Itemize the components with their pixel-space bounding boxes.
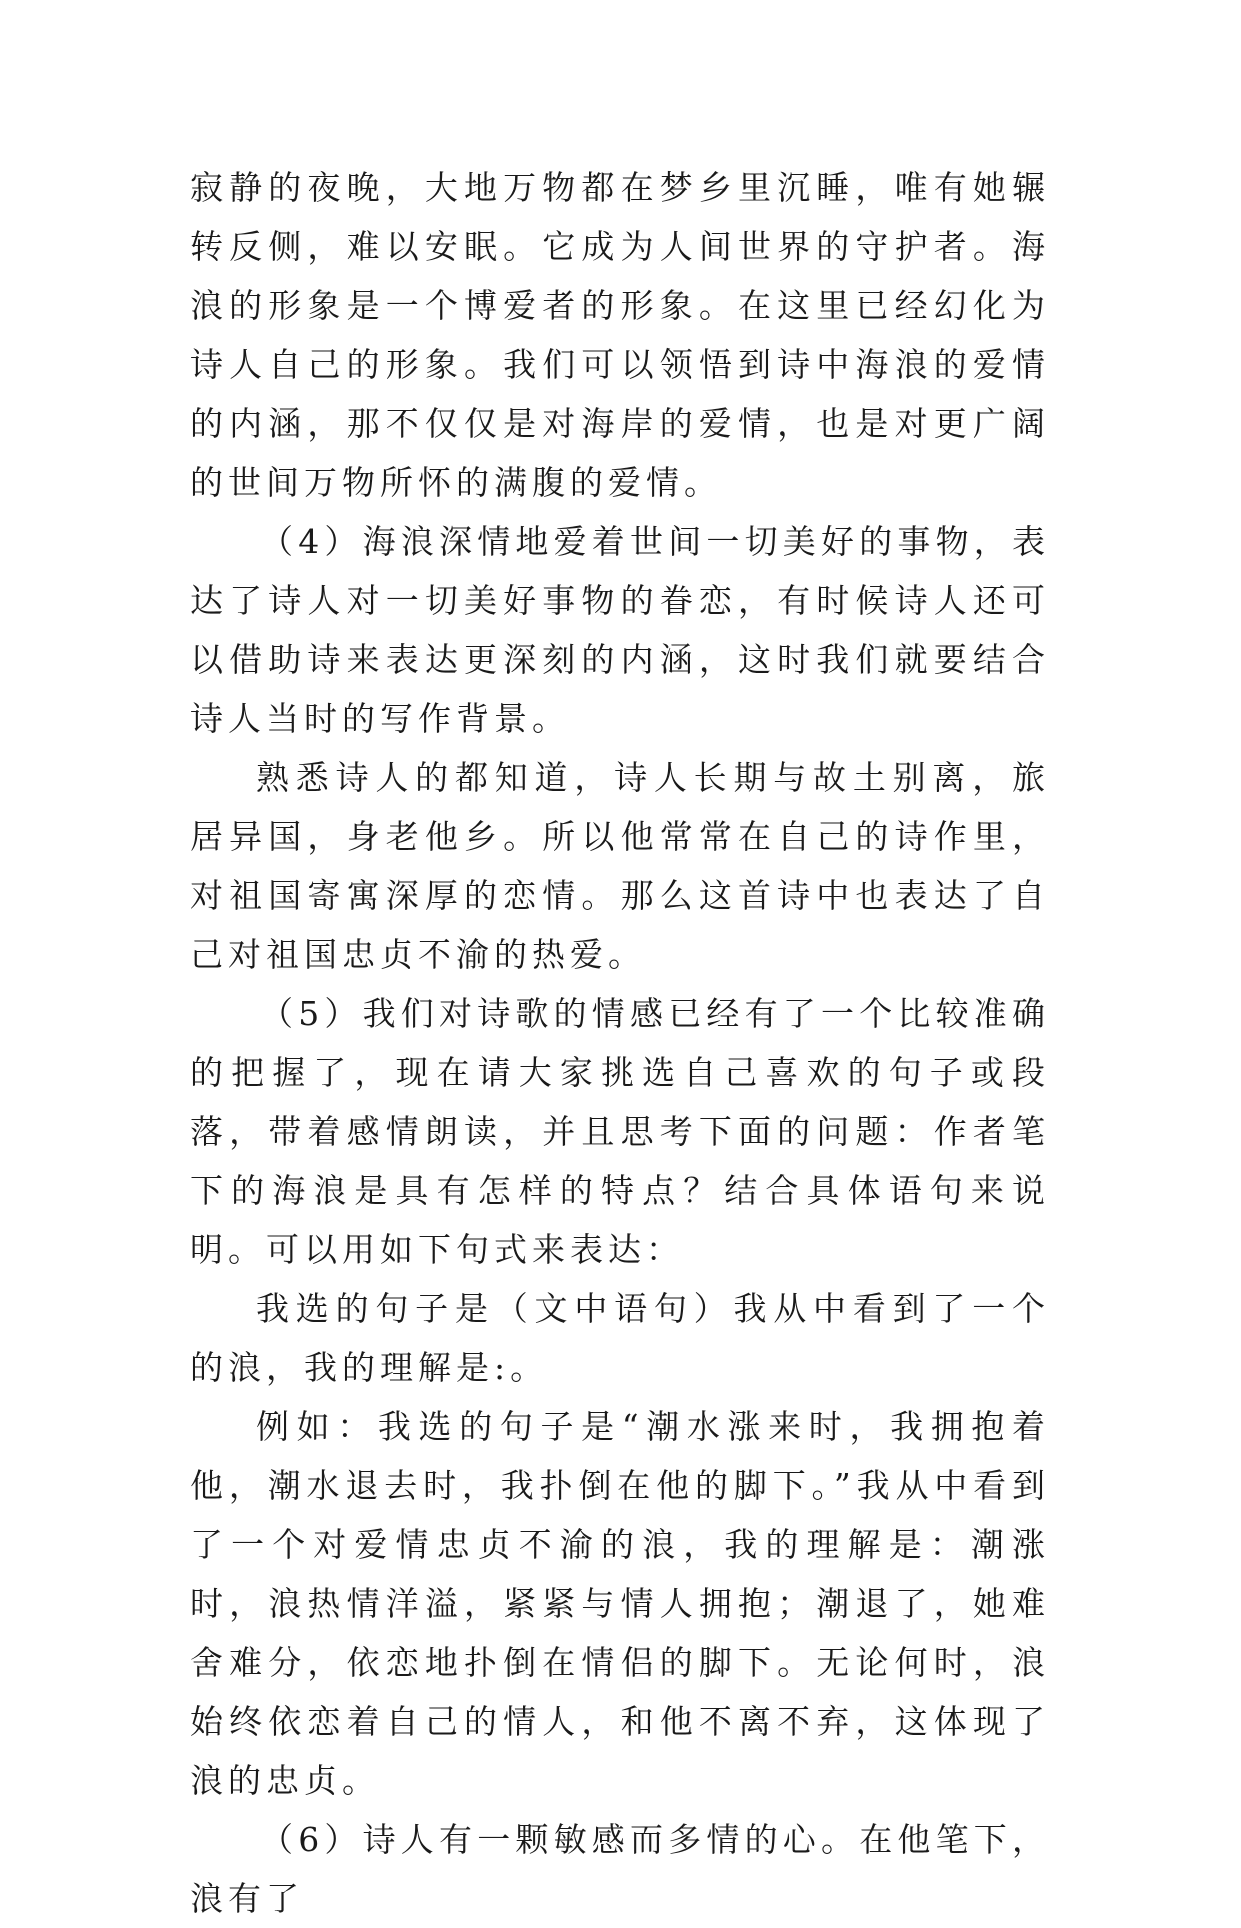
paragraph-sentence-pattern: 我选的句子是（文中语句）我从中看到了一个的浪，我的理解是:。 (190, 1289, 1050, 1387)
paragraph-continued: 寂静的夜晚，大地万物都在梦乡里沉睡，唯有她辗转反侧，难以安眠。它成为人间世界的守护者。海浪的形象是一个博爱者的形象。在这里已经幻化为诗人自己的形象。我们可以领悟到诗中海浪的爱情的内涵，那不仅仅是对海岸的爱情，也是对更广阔的世间万物所怀的满腹的爱情。 (190, 168, 1050, 502)
paragraph-background: 熟悉诗人的都知道，诗人长期与故土别离，旅居异国，身老他乡。所以他常常在自己的诗作里，对祖国寄寓深厚的恋情。那么这首诗中也表达了自己对祖国忠贞不渝的热爱。 (190, 758, 1050, 974)
paragraph-example: 例如：我选的句子是“潮水涨来时，我拥抱着他，潮水退去时，我扑倒在他的脚下。”我从中看到了一个对爱情忠贞不渝的浪，我的理解是：潮涨时，浪热情洋溢，紧紧与情人拥抱；潮退了，她难舍难分，依恋地扑倒在情侣的脚下。无论何时，浪始终依恋着自己的情人，和他不离不弃，这体现了浪的忠贞。 (190, 1407, 1050, 1800)
paragraph-point-4: （4）海浪深情地爱着世间一切美好的事物，表达了诗人对一切美好事物的眷恋，有时候诗人还可以借助诗来表达更深刻的内涵，这时我们就要结合诗人当时的写作背景。 (190, 522, 1050, 738)
paragraph-point-5: （5）我们对诗歌的情感已经有了一个比较准确的把握了，现在请大家挑选自己喜欢的句子或段落，带着感情朗读，并且思考下面的问题：作者笔下的海浪是具有怎样的特点？结合具体语句来说明。可以用如下句式来表达： (190, 994, 1050, 1269)
document-body (190, 158, 1050, 1928)
paragraph-point-6: （6）诗人有一颗敏感而多情的心。在他笔下，浪有了 (190, 1820, 1050, 1918)
